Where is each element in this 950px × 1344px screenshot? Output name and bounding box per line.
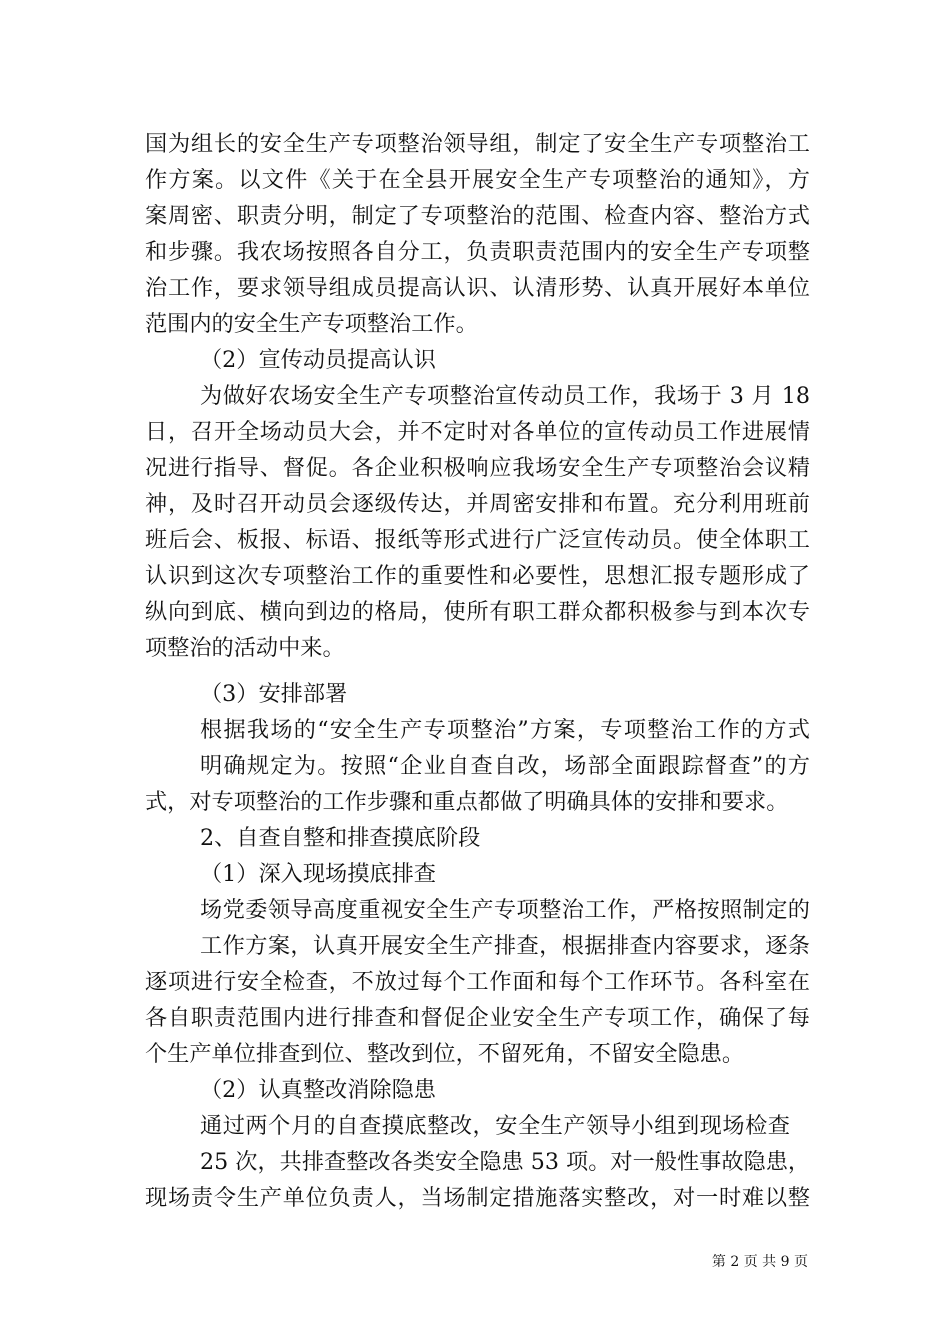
text-line: 个生产单位排查到位、整改到位，不留死角，不留安全隐患。 bbox=[145, 1041, 745, 1067]
text-line: 班后会、板报、标语、报纸等形式进行广泛宣传动员。使全体职工 bbox=[145, 527, 810, 553]
text-line: 式，对专项整治的工作步骤和重点都做了明确具体的安排和要求。 bbox=[145, 789, 789, 815]
text-line: 项整治的活动中来。 bbox=[145, 635, 345, 661]
text-line: 各自职责范围内进行排查和督促企业安全生产专项工作，确保了每 bbox=[145, 1005, 810, 1031]
text-line: 和步骤。我农场按照各自分工，负责职责范围内的安全生产专项整 bbox=[145, 239, 810, 265]
text-line: 场党委领导高度重视安全生产专项整治工作，严格按照制定的 bbox=[200, 897, 810, 923]
subheading: （2）宣传动员提高认识 bbox=[200, 347, 436, 373]
text-line: 纵向到底、横向到边的格局，使所有职工群众都积极参与到本次专 bbox=[145, 599, 810, 625]
text-line: 治工作，要求领导组成员提高认识、认清形势、认真开展好本单位 bbox=[145, 275, 810, 301]
text-line: 工作方案，认真开展安全生产排查，根据排查内容要求，逐条 bbox=[200, 933, 810, 959]
text-line: 日，召开全场动员大会，并不定时对各单位的宣传动员工作进展情 bbox=[145, 419, 810, 445]
text-line: 根据我场的“安全生产专项整治”方案，专项整治工作的方式 bbox=[200, 717, 810, 743]
text-line: 现场责令生产单位负责人，当场制定措施落实整改，对一时难以整 bbox=[145, 1185, 810, 1211]
subheading: （3）安排部署 bbox=[200, 681, 348, 707]
text-line: 通过两个月的自查摸底整改，安全生产领导小组到现场检查 bbox=[200, 1113, 790, 1139]
text-line: 范围内的安全生产专项整治工作。 bbox=[145, 311, 478, 337]
text-line: 25 次，共排查整改各类安全隐患 53 项。对一般性事故隐患， bbox=[200, 1149, 810, 1175]
subheading: （2）认真整改消除隐患 bbox=[200, 1077, 436, 1103]
page-number: 第 2 页 共 9 页 bbox=[711, 1254, 808, 1270]
text-line: 案周密、职责分明，制定了专项整治的范围、检查内容、整治方式 bbox=[145, 203, 810, 229]
text-line: 逐项进行安全检查，不放过每个工作面和每个工作环节。各科室在 bbox=[145, 969, 810, 995]
text-line: 认识到这次专项整治工作的重要性和必要性，思想汇报专题形成了 bbox=[145, 563, 810, 589]
text-line: 况进行指导、督促。各企业积极响应我场安全生产专项整治会议精 bbox=[145, 455, 810, 481]
section-heading: 2、自查自整和排查摸底阶段 bbox=[200, 825, 481, 851]
text-line: 为做好农场安全生产专项整治宣传动员工作，我场于 3 月 18 bbox=[200, 383, 810, 409]
text-line: 国为组长的安全生产专项整治领导组，制定了安全生产专项整治工 bbox=[145, 131, 810, 157]
text-line: 作方案。以文件《关于在全县开展安全生产专项整治的通知》，方 bbox=[145, 167, 810, 193]
text-line: 神，及时召开动员会逐级传达，并周密安排和布置。充分利用班前 bbox=[145, 491, 810, 517]
subheading: （1）深入现场摸底排查 bbox=[200, 861, 436, 887]
text-line: 明确规定为。按照“企业自查自改，场部全面跟踪督查”的方 bbox=[200, 753, 810, 779]
